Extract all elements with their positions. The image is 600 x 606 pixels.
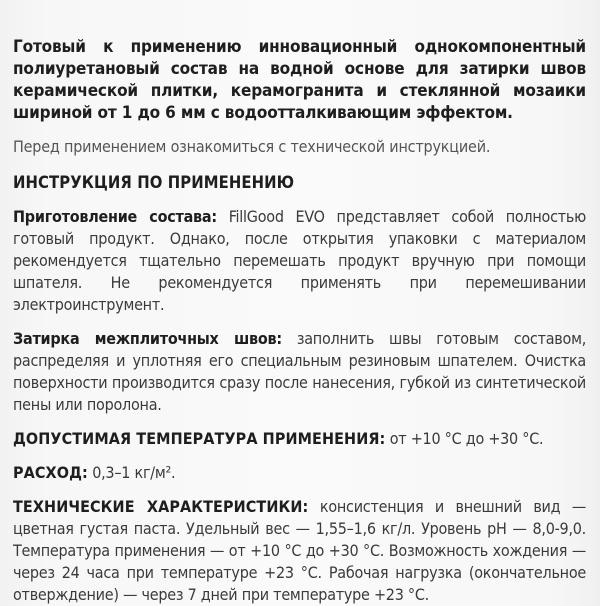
grouting-paragraph [13, 328, 586, 416]
consumption-heading: РАСХОД: [13, 463, 88, 482]
specs-text: консистенция и внешний вид — цветная густая паста. Удельный вес — 1,55–1,6 кг/л. Уровень pH — 8,0-9,0. Температура применения — от +10 °С до +30 °С. Возможность хождения — через 24 часа при температуре +23 °С. Рабочая нагрузка (окончательное отверждение) — через 7 дней при температуре +23 °С. [13, 497, 587, 604]
instruction-note: Перед применением ознакомиться с технической инструкцией. [13, 137, 491, 156]
temperature-text: от +10 °С до +30 °С. [385, 429, 544, 448]
grouting-heading: Затирка межплиточных швов: [13, 329, 282, 348]
specs-heading: ТЕХНИЧЕСКИЕ ХАРАКТЕРИСТИКИ: [13, 497, 309, 516]
consumption-paragraph [13, 462, 586, 484]
preparation-paragraph [13, 206, 586, 316]
preparation-heading: Приготовление состава: [13, 207, 217, 226]
grouting-text: заполнить швы готовым составом, распределяя и уплотняя его специальным резиновым шпателем. Очистка поверхности производится сразу после нанесения, губкой из синтетической пены или поролона. [13, 329, 587, 414]
consumption-text: 0,3–1 кг/м². [87, 463, 176, 482]
temperature-heading: ДОПУСТИМАЯ ТЕМПЕРАТУРА ПРИМЕНЕНИЯ: [13, 429, 386, 448]
product-description: Готовый к применению инновационный однокомпонентный полиуретановый состав на водной основе для затирки швов керамической плитки, керамогранита и стеклянной мозаики шириной от 1 до 6 мм с водоотталкивающим эффектом. [13, 37, 586, 123]
specs-paragraph [13, 496, 586, 606]
section-title: ИНСТРУКЦИЯ ПО ПРИМЕНЕНИЮ [13, 173, 295, 192]
preparation-text: FillGood EVO представляет собой полностью готовый продукт. Однако, после открытия упаковки с материалом рекомендуется тщательно перемешать продукт вручную при помощи шпателя. Не рекомендуется применять при перемешивании электроинструмент. [13, 207, 587, 314]
temperature-paragraph [13, 428, 586, 450]
